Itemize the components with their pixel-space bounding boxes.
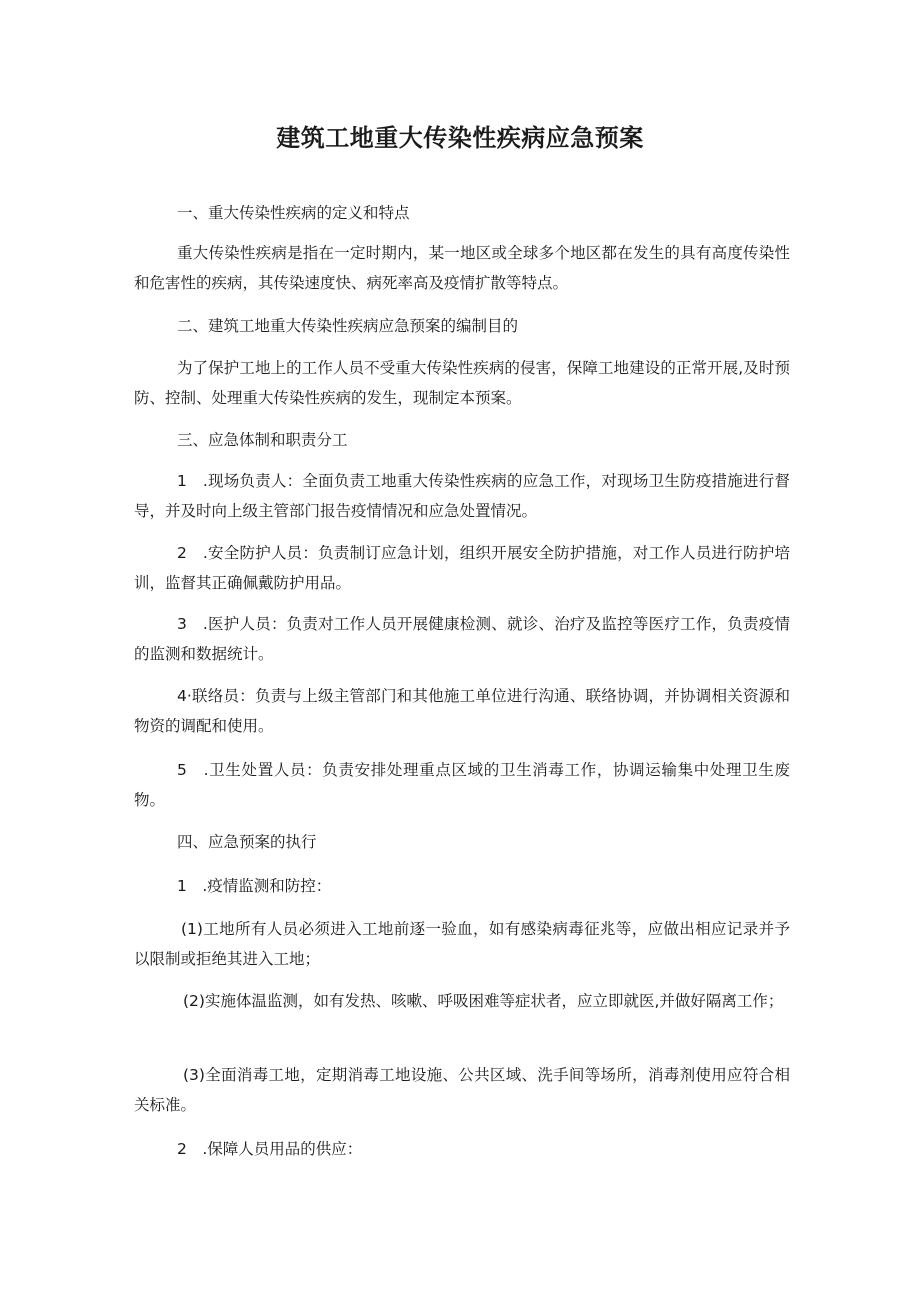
section-heading-4: 四、应急预案的执行 — [177, 833, 317, 851]
list-item-monitoring: 1 .疫情监测和防控： — [177, 877, 332, 895]
list-item-medical-staff: 3 .医护人员：负责对工作人员开展健康检测、就诊、治疗及监控等医疗工作，负责疫情的监测和数据统计。 — [134, 615, 790, 663]
list-item-site-manager: 1 .现场负责人：全面负责工地重大传染性疾病的应急工作，对现场卫生防疫措施进行督导，并及时向上级主管部门报告疫情情况和应急处置情况。 — [134, 472, 790, 520]
list-item-liaison: 4·联络员：负责与上级主管部门和其他施工单位进行沟通、联络协调，并协调相关资源和物资的调配和使用。 — [134, 687, 790, 735]
sub-item-disinfection: (3)全面消毒工地，定期消毒工地设施、公共区域、洗手间等场所，消毒剂使用应符合相关标准。 — [134, 1066, 790, 1114]
list-item-sanitation-staff: 5 .卫生处置人员：负责安排处理重点区域的卫生消毒工作，协调运输集中处理卫生废物。 — [134, 761, 790, 809]
page-title: 建筑工地重大传染性疾病应急预案 — [276, 124, 644, 152]
paragraph-definition: 重大传染性疾病是指在一定时期内，某一地区或全球多个地区都在发生的具有高度传染性和危害性的疾病，其传染速度快、病死率高及疫情扩散等特点。 — [134, 244, 790, 292]
section-heading-1: 一、重大传染性疾病的定义和特点 — [177, 204, 410, 222]
section-heading-3: 三、应急体制和职责分工 — [177, 431, 348, 449]
sub-item-temperature: (2)实施体温监测，如有发热、咳嗽、呼吸困难等症状者，应立即就医,并做好隔离工作； — [183, 992, 784, 1010]
paragraph-purpose: 为了保护工地上的工作人员不受重大传染性疾病的侵害，保障工地建设的正常开展,及时预防、控制、处理重大传染性疾病的发生，现制定本预案。 — [134, 359, 790, 407]
sub-item-blood-test: (1)工地所有人员必须进入工地前逐一验血，如有感染病毒征兆等，应做出相应记录并予以限制或拒绝其进入工地； — [134, 920, 790, 968]
list-item-safety-staff: 2 .安全防护人员：负责制订应急计划，组织开展安全防护措施，对工作人员进行防护培训，监督其正确佩戴防护用品。 — [134, 544, 790, 592]
section-heading-2: 二、建筑工地重大传染性疾病应急预案的编制目的 — [177, 317, 519, 335]
list-item-supplies: 2 .保障人员用品的供应： — [177, 1140, 363, 1158]
